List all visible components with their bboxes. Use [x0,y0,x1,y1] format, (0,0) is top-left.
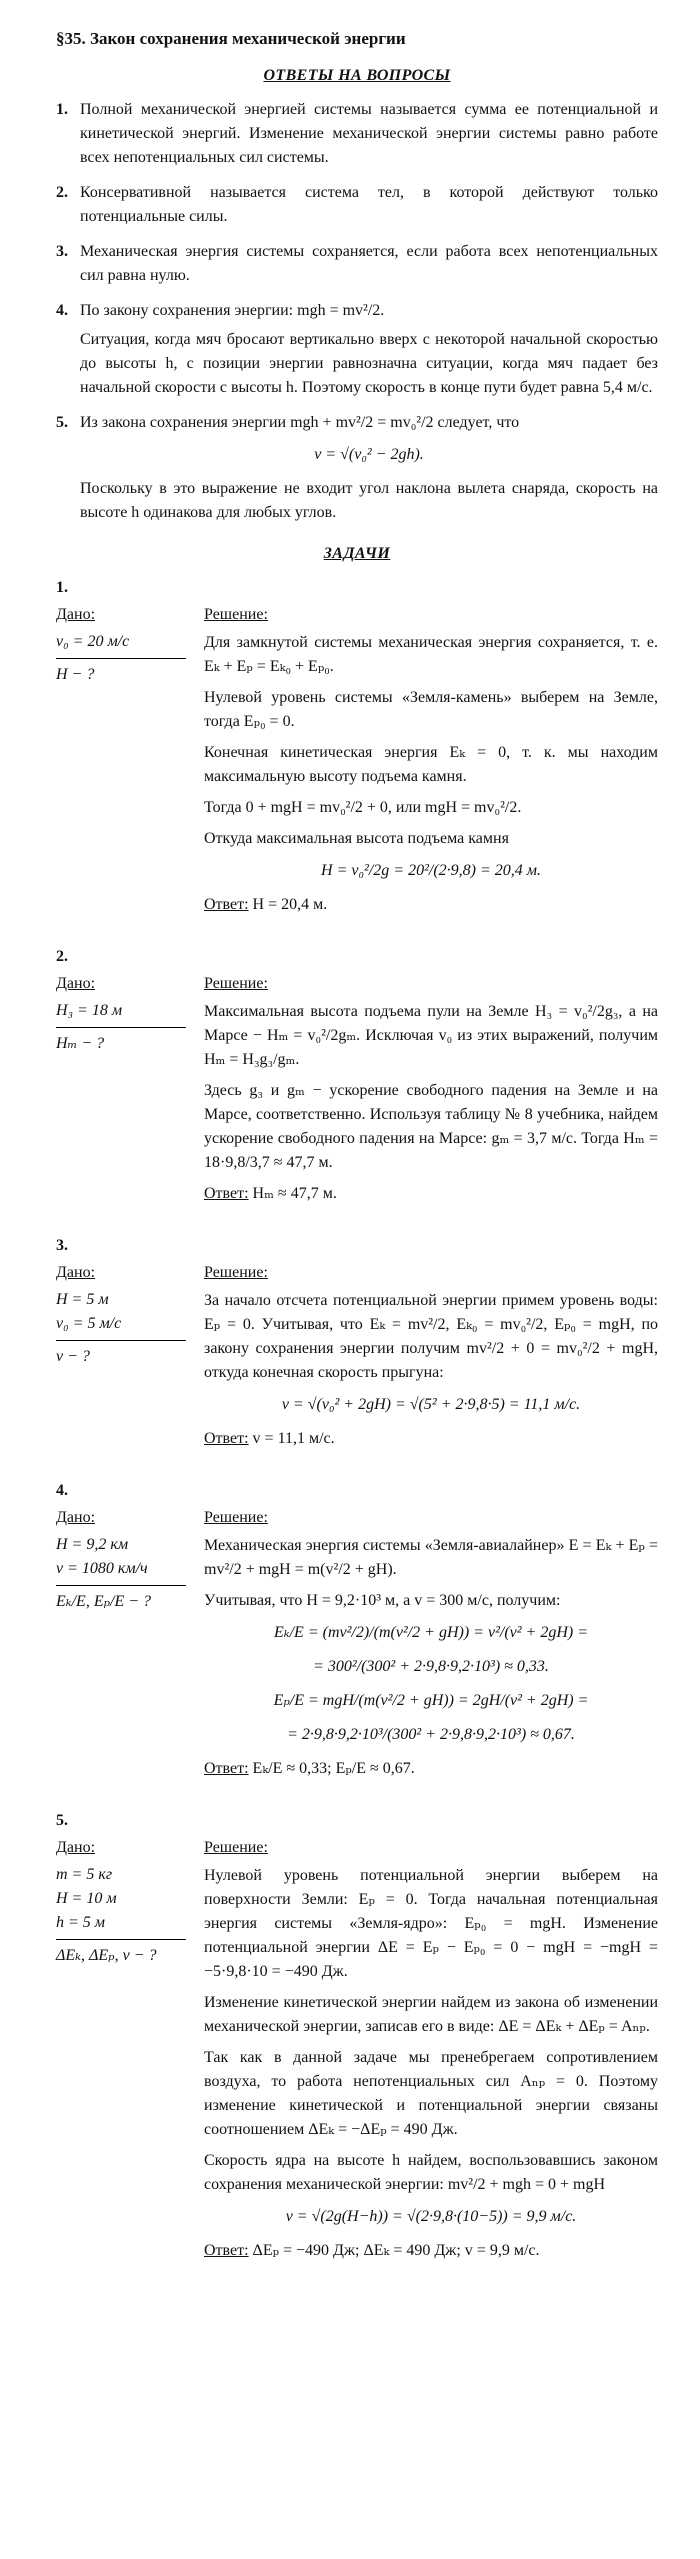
answer-label: Ответ: [204,895,249,913]
solution-paragraph: Откуда максимальная высота подъема камня [204,829,509,847]
given-block [56,603,186,917]
answer-line [204,1427,658,1451]
given-label: Дано: [56,974,96,992]
solution-block [204,1506,658,1781]
solution-block [204,1836,658,2263]
formula-line: = 300²/(300² + 2·9,8·9,2·10³) ≈ 0,33. [313,1657,549,1675]
solution-paragraph: Скорость ядра на высоте h найдем, воспользовавшись законом сохранения механической энергии: mv²/2 + mgh = 0 + mgH [204,2151,658,2193]
given-value: v = 1080 км/ч [56,1559,148,1577]
find-value: ΔEₖ, ΔEₚ, v − ? [56,1946,157,1964]
answers-heading: ОТВЕТЫ НА ВОПРОСЫ [263,66,451,84]
answer-text: Ситуация, когда мяч бросают вертикально вверх с некоторой начальной скоростью до высоты h, с позиции энергии равнозначна ситуации, когда мяч падает без начальной скорости с высоты h. Поэтому скорость в конце пути будет равна 5,4 м/с. [80,330,658,396]
answer-value: v = 11,1 м/с. [252,1429,335,1447]
problem-4 [56,1479,658,1781]
given-value: H = 10 м [56,1889,117,1907]
answer-item [56,299,658,405]
problem-3 [56,1234,658,1451]
answer-value: Hₘ ≈ 47,7 м. [252,1184,337,1202]
solution-block [204,972,658,1206]
problem-5 [56,1809,658,2263]
given-value: m = 5 кг [56,1865,113,1883]
solution-label: Решение: [204,1263,268,1281]
solution-paragraph: Тогда 0 + mgH = mv₀²/2 + 0, или mgH = mv₀²/2. [204,798,522,816]
answer-text: Консервативной называется система тел, в которой действуют только потенциальные силы. [80,183,658,225]
problem-number: 4. [56,1481,68,1499]
given-value: H = 9,2 км [56,1535,129,1553]
answer-number: 3. [56,242,68,260]
solution-paragraph: Максимальная высота подъема пули на Земле H₃ = v₀²/2g₃, а на Марсе − Hₘ = v₀²/2gₘ. Исключая v₀ из этих выражений, получим Hₘ = H₃g₃/gₘ. [204,1002,658,1068]
given-value: h = 5 м [56,1913,106,1931]
given-block [56,972,186,1206]
answer-item [56,240,658,293]
page-title: §35. Закон сохранения механической энергии [56,29,406,48]
answer-item [56,181,658,234]
solution-paragraph: Нулевой уровень потенциальной энергии выберем на поверхности Земли: Eₚ = 0. Тогда начальная потенциальная энергия системы «Земля-ядро»: Eₚ₀ = mgH. Изменение потенциальной энергии ΔE = Eₚ − Eₚ₀ = 0 − mgH = −mgH = −5·9,8·10 = −490 Дж. [204,1866,658,1980]
solution-paragraph: Учитывая, что H = 9,2·10³ м, а v = 300 м/с, получим: [204,1591,561,1609]
solution-label: Решение: [204,605,268,623]
solution-paragraph: Так как в данной задаче мы пренебрегаем сопротивлением воздуха, то работа непотенциальных сил Aₙₚ = 0. Поэтому изменение кинетической и потенциальной энергии связаны соотношением ΔEₖ = −ΔEₚ = 490 Дж. [204,2048,658,2138]
answer-text: По закону сохранения энергии: mgh = mv²/2. [80,301,385,319]
formula-line: Eₖ/E = (mv²/2)/(m(v²/2 + gH)) = v²/(v² + 2gH) = [273,1623,589,1641]
solution-paragraph: Здесь g₃ и gₘ − ускорение свободного падения на Земле и на Марсе, соответственно. Используя таблицу № 8 учебника, найдем ускорение свободного падения на Марсе: gₘ = 3,7 м/с. Тогда Hₘ = 18·9,8/3,7 ≈ 47,7 м. [204,1081,658,1171]
solution-block [204,1261,658,1451]
answer-line [204,1182,658,1206]
answer-text: Из закона сохранения энергии mgh + mv²/2 = mv₀²/2 следует, что [80,413,520,431]
formula-line: Eₚ/E = mgH/(m(v²/2 + gH)) = 2gH/(v² + 2gH) = [273,1691,589,1709]
formula-line: v = √(v₀² + 2gH) = √(5² + 2·9,8·5) = 11,1 м/с. [281,1395,581,1413]
given-value: v₀ = 20 м/с [56,632,130,650]
given-label: Дано: [56,1838,96,1856]
given-label: Дано: [56,605,96,623]
given-block [56,1836,186,2263]
solution-paragraph: Для замкнутой системы механическая энергия сохраняется, т. е. Eₖ + Eₚ = Eₖ₀ + Eₚ₀. [204,633,658,675]
find-value: Eₖ/E, Eₚ/E − ? [56,1592,152,1610]
answer-value: ΔEₚ = −490 Дж; ΔEₖ = 490 Дж; v = 9,9 м/с. [252,2241,540,2259]
answer-label: Ответ: [204,2241,249,2259]
given-value: H = 5 м [56,1290,109,1308]
problem-number: 1. [56,578,68,596]
answer-value: Eₖ/E ≈ 0,33; Eₚ/E ≈ 0,67. [252,1759,415,1777]
answer-value: H = 20,4 м. [252,895,328,913]
formula-line: = 2·9,8·9,2·10³/(300² + 2·9,8·9,2·10³) ≈ 0,67. [287,1725,575,1743]
formula-line: v = √(v₀² − 2gh). [314,445,424,463]
answer-number: 2. [56,183,68,201]
solution-paragraph: За начало отсчета потенциальной энергии примем уровень воды: Eₚ = 0. Учитывая, что Eₖ = mv²/2, Eₖ₀ = mv₀²/2, Eₚ₀ = mgH, по закону сохранения энергии получим mv²/2 + 0 = mv₀²/2 + mgH, откуда конечная скорость прыгуна: [204,1291,658,1381]
solution-label: Решение: [204,1838,268,1856]
solution-paragraph: Изменение кинетической энергии найдем из закона об изменении механической энергии, записав его в виде: ΔE = ΔEₖ + ΔEₚ = Aₙₚ. [204,1993,658,2035]
solution-paragraph: Нулевой уровень системы «Земля-камень» выберем на Земле, тогда Eₚ₀ = 0. [204,688,658,730]
problem-2 [56,945,658,1206]
problem-number: 3. [56,1236,68,1254]
tasks-heading: ЗАДАЧИ [323,544,391,562]
given-block [56,1506,186,1781]
answer-line [204,2239,658,2263]
answer-text: Полной механической энергией системы называется сумма ее потенциальной и кинетической энергий. Изменение механической энергии системы равно работе всех непотенциальных сил системы. [80,100,658,166]
answer-text: Механическая энергия системы сохраняется, если работа всех непотенциальных сил равна нулю. [80,242,658,284]
answer-number: 1. [56,100,68,118]
problem-number: 2. [56,947,68,965]
problem-number: 5. [56,1811,68,1829]
answers-list [56,98,658,530]
answer-item [56,411,658,530]
problem-1 [56,576,658,917]
solution-block [204,603,658,917]
answer-label: Ответ: [204,1759,249,1777]
solution-label: Решение: [204,1508,268,1526]
formula-line: H = v₀²/2g = 20²/(2·9,8) = 20,4 м. [321,861,541,879]
answer-label: Ответ: [204,1429,249,1447]
find-value: Hₘ − ? [56,1034,105,1052]
answer-line [204,893,658,917]
find-value: v − ? [56,1347,90,1365]
given-label: Дано: [56,1508,96,1526]
formula-line: v = √(2g(H−h)) = √(2·9,8·(10−5)) = 9,9 м/с. [285,2207,577,2225]
given-label: Дано: [56,1263,96,1281]
given-value: v₀ = 5 м/с [56,1314,122,1332]
answer-number: 5. [56,413,68,431]
answer-item [56,98,658,175]
given-block [56,1261,186,1451]
solution-label: Решение: [204,974,268,992]
answer-text: Поскольку в это выражение не входит угол наклона вылета снаряда, скорость на высоте h одинакова для любых углов. [80,479,658,521]
find-value: H − ? [56,665,95,683]
solution-paragraph: Конечная кинетическая энергия Eₖ = 0, т. к. мы находим максимальную высоту подъема камня. [204,743,658,785]
given-value: H₃ = 18 м [56,1001,123,1019]
answer-number: 4. [56,301,68,319]
answer-line [204,1757,658,1781]
solution-paragraph: Механическая энергия системы «Земля-авиалайнер» E = Eₖ + Eₚ = mv²/2 + mgH = m(v²/2 + gH). [204,1536,658,1578]
answer-label: Ответ: [204,1184,249,1202]
